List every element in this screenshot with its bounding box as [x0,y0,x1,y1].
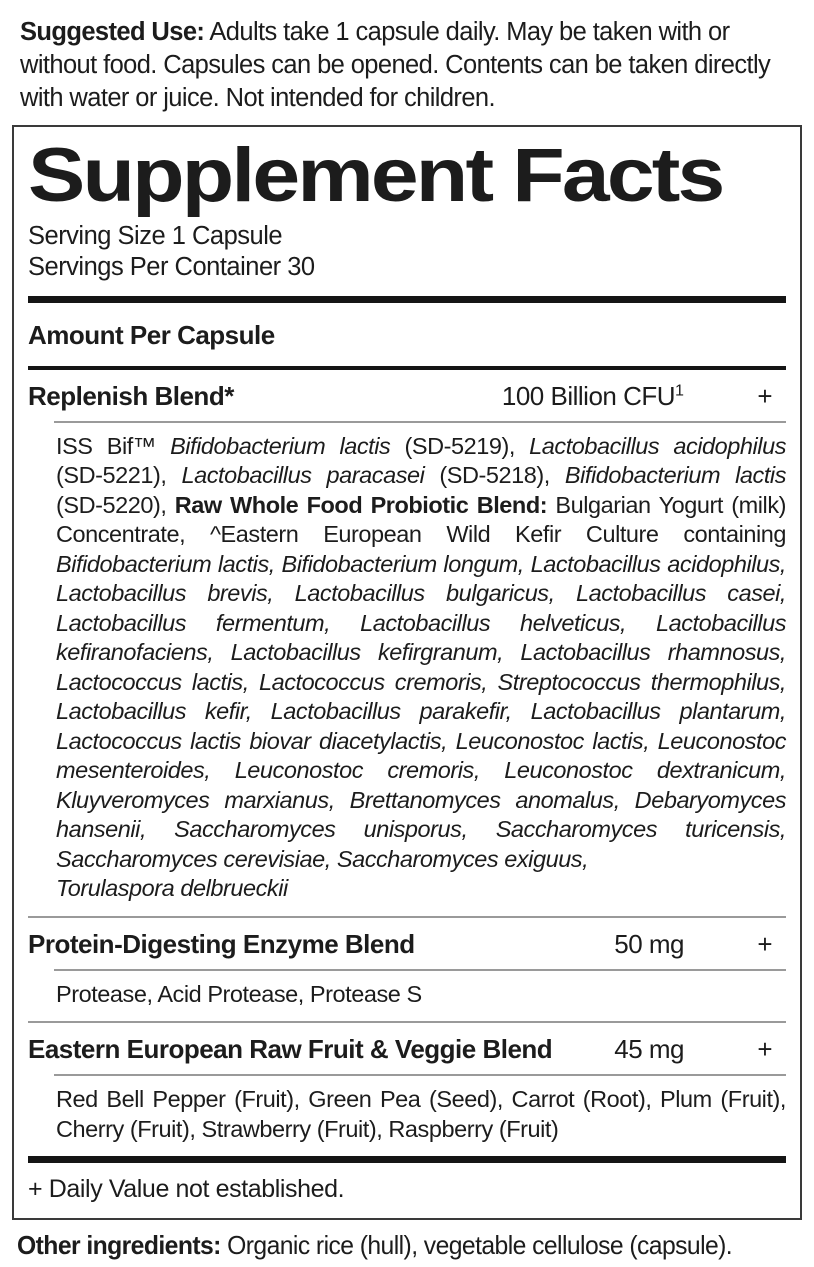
heavy-rule-bottom [28,1156,786,1163]
blend-details: Red Bell Pepper (Fruit), Green Pea (Seed), Carrot (Root), Plum (Fruit), Cherry (Fruit), Strawberry (Fruit), Raspberry (Fruit) [56,1086,786,1142]
blend-row [28,916,786,1022]
amount-per-capsule-header: Amount Per Capsule [28,319,275,350]
other-ingredients [17,1230,732,1261]
blend-name: Eastern European Raw Fruit & Veggie Blend [28,1034,553,1065]
daily-value-symbol: + [757,928,772,959]
servings-per-container: Servings Per Container 30 [28,252,315,281]
blend-details: Protease, Acid Protease, Protease S [56,980,422,1007]
blend-row [28,370,786,916]
blend-name: Replenish Blend* [28,380,234,411]
panel-title: Supplement Facts [28,133,723,218]
blend-amount-text: 100 Billion CFU [501,380,676,411]
blend-amount-sup: 1 [675,380,684,399]
supplement-facts-panel [12,125,802,1220]
blend-rows [28,370,786,1157]
suggested-use-text: Adults take 1 capsule daily. May be taken with or without food. Capsules can be opened. Contents can be taken directly with water or juice. Not intended for children. [20,18,771,112]
blend-amount [502,381,684,412]
daily-value-footnote: + Daily Value not established. [28,1175,345,1204]
daily-value-symbol: + [757,380,772,411]
suggested-use-label: Suggested Use: [20,18,205,46]
blend-header [28,918,786,969]
serving-size: Serving Size 1 Capsule [28,221,283,250]
heavy-rule-top [28,296,786,303]
blend-amount [614,1034,684,1065]
other-ingredients-label: Other ingredients: [17,1230,221,1261]
blend-amount-text: 50 mg [614,928,684,959]
blend-name: Protein-Digesting Enzyme Blend [28,928,415,959]
blend-row [28,1021,786,1156]
blend-details: ISS Bif™ Bifidobacterium lactis (SD-5219), Lactobacillus acidophilus (SD-5221), Lactobacillus paracasei (SD-5218), Bifidobacterium lactis (SD-5220), Raw Whole Food Probiotic Blend: Bulgarian Yogurt (milk) Concentrate, ^Eastern European Wild Kefir Culture containing Bifidobacterium lactis, Bifidobacterium longum, Lactobacillus acidophilus, Lactobacillus brevis, Lactobacillus bulgaricus, Lactobacillus casei, Lactobacillus fermentum, Lactobacillus helveticus, Lactobacillus kefiranofaciens, Lactobacillus kefirgranum, Lactobacillus rhamnosus, Lactococcus lactis, Lactococcus cremoris, Streptococcus thermophilus, Lactobacillus kefir, Lactobacillus parakefir, Lactobacillus plantarum, Lactococcus lactis biovar diacetylactis, Leuconostoc lactis, Leuconostoc mesenteroides, Leuconostoc cremoris, Leuconostoc dextranicum, Kluyveromyces marxianus, Brettanomyces anomalus, Debaryomyces hansenii, Saccharomyces unisporus, Saccharomyces turicensis, Saccharomyces cerevisiae, Saccharomyces exiguus, Torulaspora delbrueckii [56,432,787,902]
blend-amount [614,929,684,960]
blend-header [28,1023,786,1074]
daily-value-symbol: + [757,1034,772,1065]
blend-amount-text: 45 mg [614,1034,684,1065]
other-ingredients-text: Organic rice (hull), vegetable cellulose (capsule). [220,1230,733,1261]
suggested-use [20,16,794,115]
blend-header [28,370,786,421]
